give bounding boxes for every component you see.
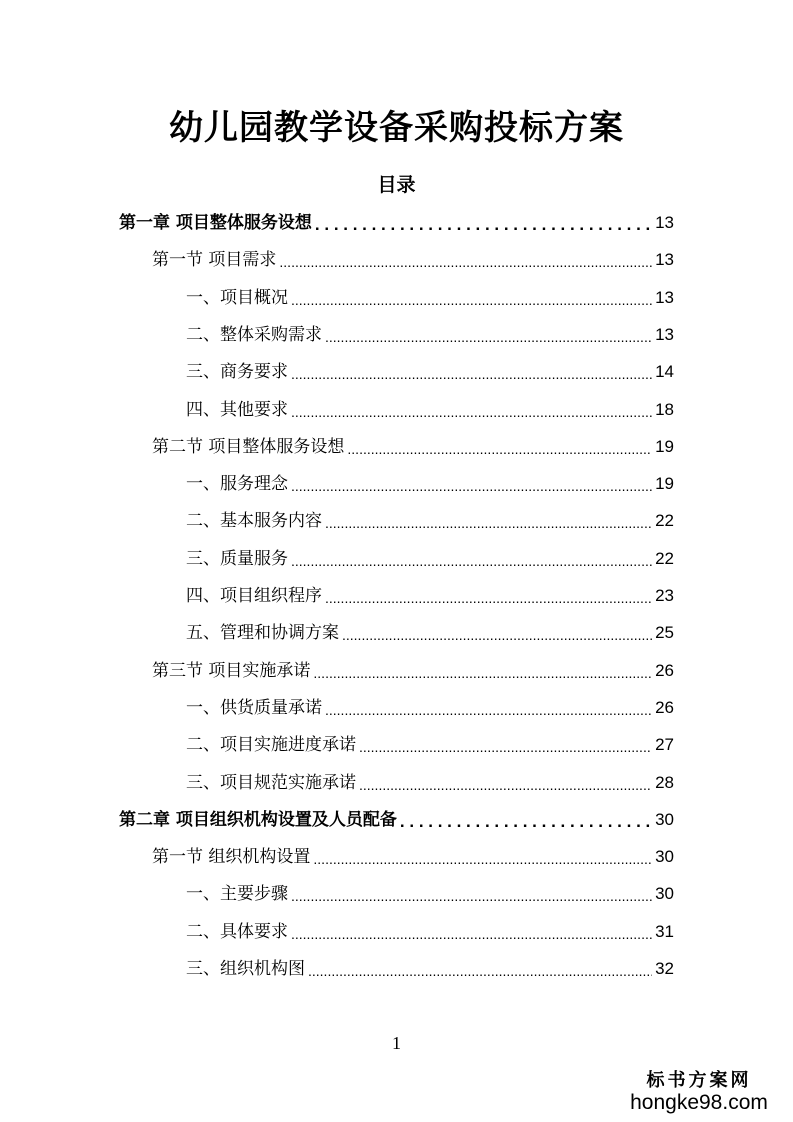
toc-entry-page: 13: [655, 287, 674, 307]
toc-entry-page: 27: [655, 735, 674, 755]
toc-entry-label: 第一节 组织机构设置: [152, 847, 311, 868]
toc-subsection-entry[interactable]: [186, 544, 674, 572]
toc-dot-leader: [315, 215, 652, 232]
toc-entry-label: 一、项目概况: [186, 287, 288, 308]
toc-entry-label: 三、质量服务: [186, 548, 288, 569]
toc-dot-leader: [313, 849, 652, 866]
toc-entry-page: 31: [655, 921, 674, 941]
toc-entry-label: 二、基本服务内容: [186, 511, 322, 532]
document-title: 幼儿园教学设备采购投标方案: [169, 108, 624, 148]
toc-dot-leader: [291, 476, 652, 493]
toc-entry-label: 四、其他要求: [186, 399, 288, 420]
toc-subsection-entry[interactable]: [186, 357, 674, 385]
toc-entry-label: 二、具体要求: [186, 921, 288, 942]
toc-heading: 目录: [377, 174, 416, 196]
toc-section-entry[interactable]: [152, 656, 674, 684]
toc-entry-label: 五、管理和协调方案: [186, 623, 339, 644]
toc-chapter-entry[interactable]: [119, 805, 674, 833]
toc-subsection-entry[interactable]: [186, 768, 674, 796]
toc-subsection-entry[interactable]: [186, 395, 674, 423]
toc-entry-label: 一、服务理念: [186, 474, 288, 495]
toc-entry-page: 13: [655, 250, 674, 270]
toc-subsection-entry[interactable]: [186, 693, 674, 721]
toc-entry-page: 14: [655, 362, 674, 382]
toc-entry-page: 19: [655, 474, 674, 494]
toc-entry-page: 22: [655, 511, 674, 531]
toc-section-entry[interactable]: [152, 842, 674, 870]
toc-subsection-entry[interactable]: [186, 917, 674, 945]
toc-entry-label: 第三节 项目实施承诺: [152, 660, 311, 681]
toc-section-entry[interactable]: [152, 245, 674, 273]
toc-entry-label: 三、商务要求: [186, 362, 288, 383]
toc-entry-page: 26: [655, 660, 674, 680]
toc-dot-leader: [325, 588, 652, 605]
watermark-site-name: 标书方案网: [646, 1070, 752, 1091]
toc-entry-label: 四、项目组织程序: [186, 586, 322, 606]
toc-entry-page: 32: [655, 959, 674, 978]
toc-subsection-entry[interactable]: [186, 320, 674, 348]
toc-subsection-entry[interactable]: [186, 283, 674, 311]
toc-dot-leader: [291, 924, 652, 941]
toc-dot-leader: [291, 290, 652, 307]
toc-subsection-entry[interactable]: [186, 730, 674, 758]
toc-dot-leader: [291, 551, 652, 568]
toc-dot-leader: [342, 625, 652, 642]
toc-dot-leader: [291, 402, 652, 419]
toc-dot-leader: [325, 513, 652, 530]
toc-entry-label: 第二节 项目整体服务设想: [152, 436, 345, 457]
toc-entry-page: 22: [655, 548, 674, 568]
toc-entry-page: 18: [655, 399, 674, 419]
toc-entry-label: 一、主要步骤: [186, 884, 288, 905]
watermark: [619, 1066, 779, 1114]
toc-dot-leader: [347, 439, 652, 456]
toc-entry-page: 19: [655, 436, 674, 456]
toc-entry-page: 28: [655, 772, 674, 792]
toc-entry-page: 30: [655, 809, 674, 829]
toc-entry-label: 三、项目规范实施承诺: [186, 772, 356, 793]
toc-subsection-entry[interactable]: [186, 506, 674, 534]
toc-entry-label: 一、供货质量承诺: [186, 697, 322, 718]
toc-dot-leader: [325, 327, 652, 344]
toc-entry-label: 二、项目实施进度承诺: [186, 735, 356, 756]
watermark-url: hongke98.com: [630, 1091, 768, 1114]
page-number: 1: [392, 1033, 401, 1053]
toc-section-entry[interactable]: [152, 432, 674, 460]
toc-subsection-entry[interactable]: [186, 618, 674, 646]
toc-dot-leader: [291, 364, 652, 381]
toc-dot-leader: [359, 737, 652, 754]
toc-dot-leader: [400, 812, 652, 829]
toc-subsection-entry[interactable]: [186, 954, 674, 982]
toc-dot-leader: [313, 663, 652, 680]
toc-entry-label: 第一章 项目整体服务设想: [119, 213, 312, 233]
toc-dot-leader: [359, 775, 652, 792]
toc-entry-label: 第一节 项目需求: [152, 250, 277, 271]
toc-entry-page: 25: [655, 623, 674, 643]
toc-entry-label: 二、整体采购需求: [186, 324, 322, 345]
toc-chapter-entry[interactable]: [119, 208, 674, 236]
toc-dot-leader: [325, 700, 652, 717]
toc-entry-page: 30: [655, 884, 674, 904]
toc-dot-leader: [308, 961, 652, 978]
toc-subsection-entry[interactable]: [186, 879, 674, 907]
toc-entry-page: 23: [655, 586, 674, 605]
toc-dot-leader: [279, 252, 652, 269]
toc-entry-page: 30: [655, 847, 674, 867]
toc-subsection-entry[interactable]: [186, 581, 674, 609]
toc-subsection-entry[interactable]: [186, 469, 674, 497]
toc-entry-page: 26: [655, 697, 674, 717]
toc-entry-page: 13: [655, 324, 674, 344]
toc-entry-page: 13: [655, 213, 674, 232]
toc-dot-leader: [291, 886, 652, 903]
toc-entry-label: 第二章 项目组织机构设置及人员配备: [119, 809, 397, 830]
toc-entry-label: 三、组织机构图: [186, 959, 305, 979]
